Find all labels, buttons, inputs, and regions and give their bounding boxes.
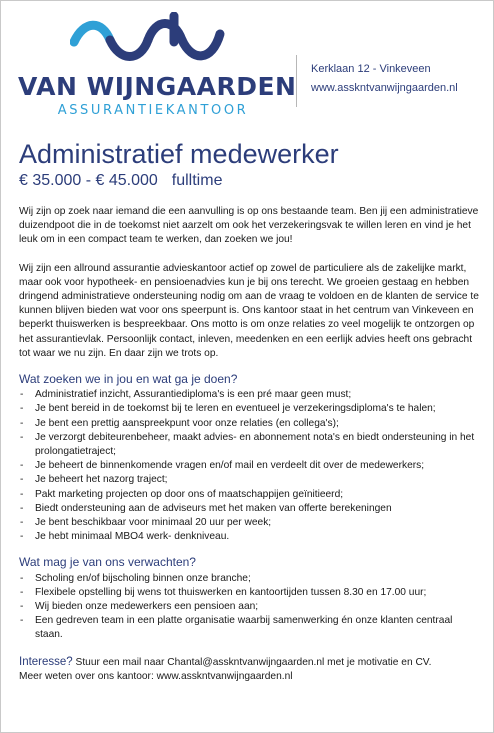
list-item: - Een gedreven team in een platte organisatie waarbij samenwerking én onze klanten centraal staan. [19, 614, 481, 642]
list-item: - Pakt marketing projecten op door ons of maatschappijen geïnitieerd; [19, 488, 481, 502]
list-item: - Flexibele opstelling bij wens tot thuiswerken en kantoortijden tussen 8.30 en 17.00 uur; [19, 586, 481, 600]
list-item: - Je bent beschikbaar voor minimaal 20 uur per week; [19, 516, 481, 530]
list-item: - Je hebt minimaal MBO4 werk- denkniveau. [19, 530, 481, 544]
offer-list [19, 572, 481, 643]
job-title: Administratief medewerker [19, 139, 339, 169]
tasks-list [19, 388, 481, 544]
intro-paragraph: Wij zijn op zoek naar iemand die een aanvulling is op ons bestaande team. Ben jij een administratieve duizendpoot die in de toekomst niet aarzelt om ook het verzekeringsvak te willen leren en vind je het leuk om in een compact team te werken, dan zoeken we jou! [19, 206, 479, 246]
list-item: - Je beheert de binnenkomende vragen en/of mail en verdeelt dit over de medewerkers; [19, 459, 481, 473]
list-item: - Biedt ondersteuning aan de adviseurs met het maken van offerte berekeningen [19, 502, 481, 516]
list-item: - Je bent een prettig aanspreekpunt voor onze relaties (en collega's); [19, 417, 481, 431]
brand-subtitle: ASSURANTIEKANTOOR [57, 103, 249, 118]
header-divider [296, 55, 297, 107]
contact-paragraph [19, 655, 481, 684]
list-item: - Wij bieden onze medewerkers een pensioen aan; [19, 600, 481, 614]
contact-block [311, 60, 458, 98]
list-item: - Scholing en/of bijscholing binnen onze branche; [19, 572, 481, 586]
job-description [19, 205, 481, 684]
list-item: - Je beheert het nazorg traject; [19, 473, 481, 487]
brand-name: VAN WIJNGAARDEN [18, 72, 297, 101]
apply-instruction: Stuur een mail naar Chantal@asskntvanwijngaarden.nl met je motivatie en CV. [72, 656, 432, 668]
salary-line [19, 172, 222, 190]
salary-range: € 35.000 - € 45.000 [19, 172, 158, 189]
wave-logo-icon [70, 12, 230, 70]
website-link[interactable]: www.asskntvanwijngaarden.nl [311, 82, 458, 94]
section-heading-tasks: Wat zoeken we in jou en wat ga je doen? [19, 372, 238, 387]
section-heading-offer: Wat mag je van ons verwachten? [19, 555, 196, 570]
more-info-line: Meer weten over ons kantoor: www.asskntvanwijngaarden.nl [19, 670, 293, 682]
interest-label: Interesse? [19, 655, 73, 668]
company-logo [18, 12, 297, 118]
letterhead [0, 0, 494, 130]
company-paragraph: Wij zijn een allround assurantie advieskantoor actief op zowel de particuliere als de zakelijke markt, maar ook voor hypotheek- en pensioenadvies kun je bij ons terecht. We groeien gestaag en hebben dringend administratieve ondersteuning nodig om aan de vraag te voldoen en de klanten de service te kunnen blijven bieden wat voor ons speerpunt is. Ons kantoor staat in het centrum van Vinkeveen en beperkt thuiswerken is bespreekbaar. Ons motto is om onze relaties zo veel mogelijk te ontzorgen op het assurantievlak. Persoonlijk contact, inleven, meedenken en een eerlijk advies heeft ons gebracht tot waar we nu zijn. En daar zijn we trots op. [19, 262, 479, 359]
address: Kerklaan 12 - Vinkeveen [311, 63, 431, 75]
list-item: - Je bent bereid in de toekomst bij te leren en eventueel je verzekeringsdiploma's te halen; [19, 402, 481, 416]
hours-type: fulltime [171, 172, 223, 189]
list-item: - Je verzorgt debiteurenbeheer, maakt advies- en abonnement nota's en biedt ondersteuning in het prolongatietraject; [19, 431, 481, 459]
list-item: - Administratief inzicht, Assurantiediploma's is een pré maar geen must; [19, 388, 481, 402]
